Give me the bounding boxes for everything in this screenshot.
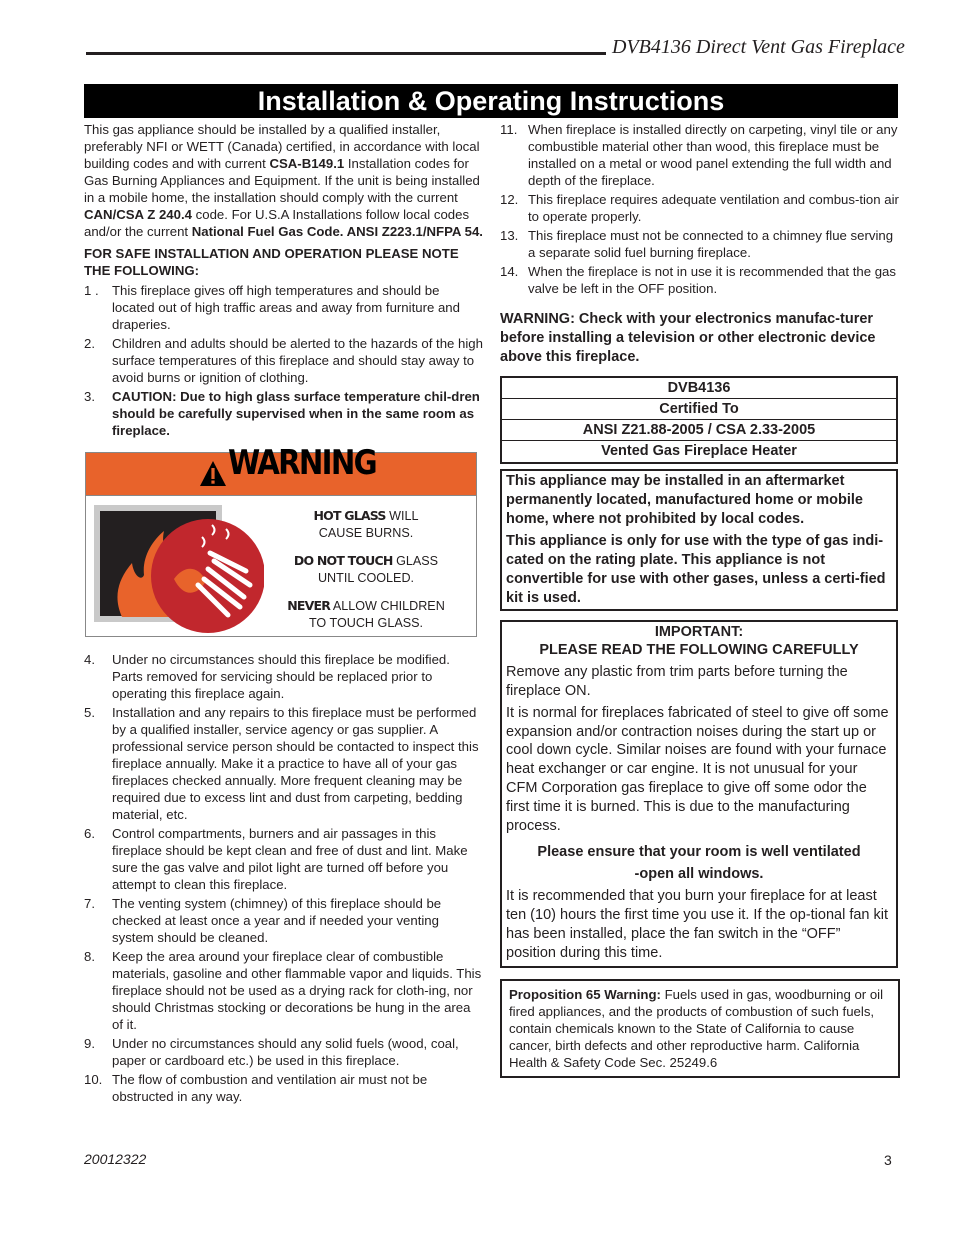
intro-code-nfpa: National Fuel Gas Code. ANSI Z223.1/NFPA 54. (191, 224, 483, 239)
warning-text (276, 507, 456, 642)
ventilation-notice (506, 841, 892, 885)
list-item (500, 191, 900, 225)
list-item (500, 263, 900, 297)
item-text: This fireplace requires adequate ventilation and combus-tion air to operate properly. (528, 192, 899, 224)
item-number: 12. (500, 192, 519, 207)
important-heading: IMPORTANT: (654, 623, 744, 640)
safety-list-c (500, 121, 900, 297)
right-column (500, 121, 900, 1078)
warning-line-do-not-touch (276, 552, 456, 587)
list-item (84, 1071, 484, 1105)
prop65-box (500, 979, 900, 1078)
cert-type: Vented Gas Fireplace Heater (601, 443, 797, 459)
item-text: When the fireplace is not in use it is recommended that the gas valve be left in the OFF position. (528, 264, 896, 296)
warning-line-hot-glass (276, 507, 456, 542)
item-text: This fireplace gives off high temperatures and should be located out of high traffic areas and away from furniture and draperies. (112, 283, 460, 332)
item-text: Under no circumstances should this fireplace be modified. Parts removed for servicing should be replaced prior to operating this fireplace again. (112, 652, 450, 701)
item-text-caution: CAUTION: Due to high glass surface temperature chil-dren should be carefully supervised when in the same room as fireplace. (112, 389, 480, 438)
intro-code-can: CAN/CSA Z 240.4 (84, 207, 192, 222)
important-subheading: PLEASE READ THE FOLLOWING CAREFULLY (539, 642, 859, 659)
item-number: 8. (84, 949, 95, 964)
intro-code-csa: CSA-B149.1 (269, 156, 345, 171)
item-number: 4. (84, 652, 95, 667)
warning-line-never (276, 597, 456, 632)
item-number: 14. (500, 264, 519, 279)
list-item (84, 1035, 484, 1069)
warning-text-part: TO TOUCH GLASS. (308, 616, 424, 630)
safety-heading: FOR SAFE INSTALLATION AND OPERATION PLEASE NOTE THE FOLLOWING: (84, 246, 459, 278)
ventilation-line: Please ensure that your room is well ventilated (537, 844, 861, 861)
item-text: Children and adults should be alerted to the hazards of the high surface temperatures of this fireplace and should stay away to avoid burns or ignition of clothing. (112, 336, 483, 385)
cert-standard: ANSI Z21.88-2005 / CSA 2.33-2005 (502, 420, 896, 441)
intro-paragraph (84, 121, 484, 240)
list-item (500, 227, 900, 261)
important-paragraph: Remove any plastic from trim parts before turning the fireplace ON. (506, 664, 848, 699)
list-item (84, 335, 484, 386)
cert-model: DVB4136 (502, 378, 896, 399)
item-text: The venting system (chimney) of this fireplace should be checked at least once a year and if needed your venting system should be cleaned. (112, 896, 442, 945)
warning-emphasis: NEVER (287, 598, 331, 613)
page-number: 3 (884, 1152, 892, 1168)
warning-title: WARNING (228, 443, 376, 483)
warning-label (85, 443, 477, 637)
list-item (84, 704, 484, 823)
warning-text-part: CAUSE BURNS. (318, 526, 414, 540)
cert-certified: Certified To (502, 399, 896, 420)
document-title: DVB4136 Direct Vent Gas Fireplace (612, 36, 905, 58)
important-paragraph: It is recommended that you burn your fireplace for at least ten (10) hours the first time you use it. If the op-tional fan kit has been installed, place the fan switch in the “OFF” position during this time. (506, 888, 889, 961)
intro-text: code. For U.S.A Installations follow local codes and/or the current (84, 207, 470, 239)
prop65-text: Fuels used in gas, woodburning or oil fired appliances, and the products of combustion of such fuels, contain chemicals known to the State of California to cause cancer, birth defects and other reproductive harm. California Health & Safety Code Sec. 25249.6 (509, 986, 884, 1070)
safety-list-b (84, 651, 484, 1105)
warning-emphasis: DO NOT TOUCH (293, 553, 393, 568)
certification-box (500, 376, 898, 464)
item-number: 11. (500, 122, 518, 137)
item-number: 13. (500, 228, 519, 243)
hot-glass-pictogram-icon (94, 505, 264, 635)
warning-text-part: GLASS (392, 554, 439, 568)
appliance-notice-2: This appliance is only for use with the type of gas indi-cated on the rating plate. This appliance is not convertible for use with other gases, unless a certi-fied kit is used. (506, 533, 886, 606)
warning-emphasis: HOT GLASS (313, 508, 386, 523)
item-text: Installation and any repairs to this fireplace must be performed by a qualified installer, service agency or gas supplier. A professional service person should be contacted to inspect this fireplace annually. Make it a practice to have all of your gas fireplaces checked annually. More frequent cleaning may be required due to excess lint and dust from carpeting, bedding material, etc. (112, 705, 479, 822)
list-item (84, 651, 484, 702)
section-banner: Installation & Operating Instructions (84, 84, 898, 118)
header-rule (86, 52, 606, 55)
item-number: 3. (84, 389, 95, 404)
item-number: 10. (84, 1072, 103, 1087)
warning-text-part: ALLOW CHILDREN (330, 599, 445, 613)
warning-triangle-icon (199, 460, 227, 488)
warning-bar (86, 443, 476, 496)
intro-text: Installation codes for Gas Burning Appliances and Equipment. If the unit is being installed in a mobile home, the installation should comply with the current (84, 156, 480, 205)
item-number: 7. (84, 896, 95, 911)
list-item (84, 388, 484, 439)
appliance-notice-box (500, 469, 898, 611)
item-number: 6. (84, 826, 95, 841)
electronics-warning: WARNING: Check with your electronics manufac-turer before installing a television or other electronic device above this fireplace. (500, 311, 876, 365)
list-item (84, 895, 484, 946)
item-number: 5. (84, 705, 95, 720)
warning-text-part: UNTIL COOLED. (317, 571, 415, 585)
item-text: Control compartments, burners and air passages in this fireplace should be kept clean and free of dust and lint. Make sure the gas valve and pilot light are turned off before you attempt to clean this fireplace. (112, 826, 468, 892)
list-item (84, 825, 484, 893)
item-number: 9. (84, 1036, 95, 1051)
list-item (84, 282, 484, 333)
left-column (84, 121, 484, 1107)
document-number: 20012322 (84, 1151, 147, 1167)
important-box (500, 620, 898, 968)
list-item (500, 121, 900, 189)
safety-list-a (84, 282, 484, 439)
intro-text: This gas appliance should be installed by a qualified installer, preferably NFI or WETT (Canada) certified, in accordance with local building codes and with current (84, 122, 480, 171)
item-text: This fireplace must not be connected to a chimney flue serving a separate solid fuel burning fireplace. (528, 228, 894, 260)
item-number: 1 . (84, 283, 99, 298)
important-paragraph: It is normal for fireplaces fabricated of steel to give off some expansion and/or contraction noises during the start up or cool down cycle. Similar noises are found with your furnace heat exchanger or car engine. It is not unusual for your CFM Corporation gas fireplace to give off some odor the first time it is burned. This is due to the manufacturing process. (506, 704, 889, 834)
warning-text-part: WILL (385, 509, 419, 523)
list-item (84, 948, 484, 1033)
prop65-label: Proposition 65 Warning: (509, 986, 661, 1002)
item-text: When fireplace is installed directly on carpeting, vinyl tile or any combustible material other than wood, this fireplace must be installed on a metal or wood panel extending the full width and depth of the fireplace. (528, 122, 898, 188)
item-text: Under no circumstances should any solid fuels (wood, coal, paper or cardboard etc.) be used in this fireplace. (112, 1036, 459, 1068)
ventilation-line: -open all windows. (634, 866, 764, 883)
item-text: Keep the area around your fireplace clear of combustible materials, gasoline and other flammable vapor and liquids. This fireplace should not be used as a drying rack for cloth-ing, nor should Christmas stocking or decorations be hung in the area of it. (112, 949, 482, 1032)
appliance-notice-1: This appliance may be installed in an aftermarket permanently located, manufactured home or mobile home, where not prohibited by local codes. (506, 473, 863, 527)
item-number: 2. (84, 336, 95, 351)
item-text: The flow of combustion and ventilation air must not be obstructed in any way. (112, 1072, 428, 1104)
